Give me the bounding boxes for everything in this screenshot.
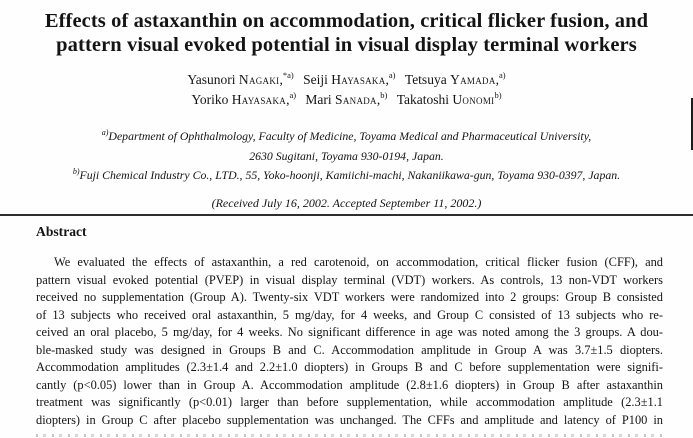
abstract-line: treatment was significantly (p<0.01) larger than before supplementation, while accommodation amplitude (2.3±1.1 — [36, 395, 663, 409]
abstract-section — [36, 223, 663, 429]
author-name: Seiji Hayasaka,$^{a)}$ — [303, 70, 396, 87]
clipped-text-line-sliver — [36, 434, 663, 437]
author-name: Yoriko Hayasaka,$^{a)}$ — [191, 90, 297, 107]
author-list — [0, 70, 693, 110]
affiliation-a-line1: $^{a)}$Department of Ophthalmology, Faculty of Medicine, Toyama Medical and Pharmaceutical University, — [101, 128, 592, 143]
affiliation-a-mark: a) — [101, 128, 109, 138]
received-accepted-line: (Received July 16, 2002. Accepted September 11, 2002.) — [211, 195, 482, 210]
paper-title — [0, 0, 693, 57]
affiliations — [0, 127, 693, 186]
abstract-line: diopters) in Group C after placebo supplementation was unchanged. The CFFs and amplitude and latency of P100 in — [36, 412, 663, 427]
abstract-line: ble-masked study was designed in Groups B and C. Accommodation amplitude in Group A was 3.7±1.5 diopters. — [36, 342, 663, 357]
author-affiliation-mark: a) — [499, 70, 506, 80]
affiliation-b-line1: $^{b)}$Fuji Chemical Industry Co., LTD., 55, Yoko-hoonji, Kamiichi-machi, Nakaniikawa-gun, Toyama 930-0397, Japan. — [72, 167, 621, 182]
horizontal-rule — [0, 214, 693, 216]
abstract-line: Accommodation amplitudes (2.3±1.4 and 2.2±1.0 diopters) in Groups B and C before supplementation were signifi- — [36, 360, 663, 374]
affiliation-b-mark: b) — [72, 167, 80, 177]
abstract-heading: Abstract — [36, 224, 87, 239]
abstract-line: pattern visual evoked potential (PVEP) in visual display terminal (VDT) workers. As controls, 13 non-VDT workers — [36, 272, 663, 287]
author-affiliation-mark: a) — [388, 70, 396, 80]
author-affiliation-mark: b) — [494, 90, 502, 100]
affiliation-a-line2: 2630 Sugitani, Toyama 930-0194, Japan. — [249, 148, 444, 163]
paper-title-line1: Effects of astaxanthin on accommodation, critical flicker fusion, and — [44, 10, 649, 32]
author-name: Mari Sanada,$^{b)}$ — [305, 90, 388, 107]
author-affiliation-mark: *a) — [282, 70, 294, 80]
author-name: Yasunori Nagaki,$^{*a)}$ — [187, 70, 294, 87]
author-name: Tetsuya Yamada,$^{a)}$ — [404, 70, 506, 87]
abstract-line: We evaluated the effects of astaxanthin, a red carotenoid, on accommodation, critical flicker fusion (CFF), and — [54, 255, 663, 269]
author-affiliation-mark: b) — [380, 90, 388, 100]
abstract-body — [36, 254, 663, 429]
abstract-line: ceived an oral placebo, 5 mg/day, for 4 weeks. No significant difference in age was noted among the 3 groups. A dou- — [36, 325, 663, 339]
paper-title-line2: pattern visual evoked potential in visual display terminal workers — [56, 34, 637, 56]
abstract-line: cantly (p<0.05) lower than in Group A. Accommodation amplitude (2.8±1.6 diopters) in Group B after astaxanthin — [36, 377, 663, 392]
author-line-1 — [0, 70, 693, 90]
abstract-line: of 13 subjects who received oral astaxanthin, 5 mg/day, for 4 weeks, and Group C consisted of 13 subjects who re- — [36, 307, 663, 322]
author-line-2 — [0, 90, 693, 110]
author-affiliation-mark: a) — [289, 90, 297, 100]
abstract-line: received no supplementation (Group A). Twenty-six VDT workers were randomized into 2 groups: Group B consisted — [36, 290, 663, 304]
author-name: Takatoshi Uonomi$^{b)}$ — [396, 90, 502, 107]
